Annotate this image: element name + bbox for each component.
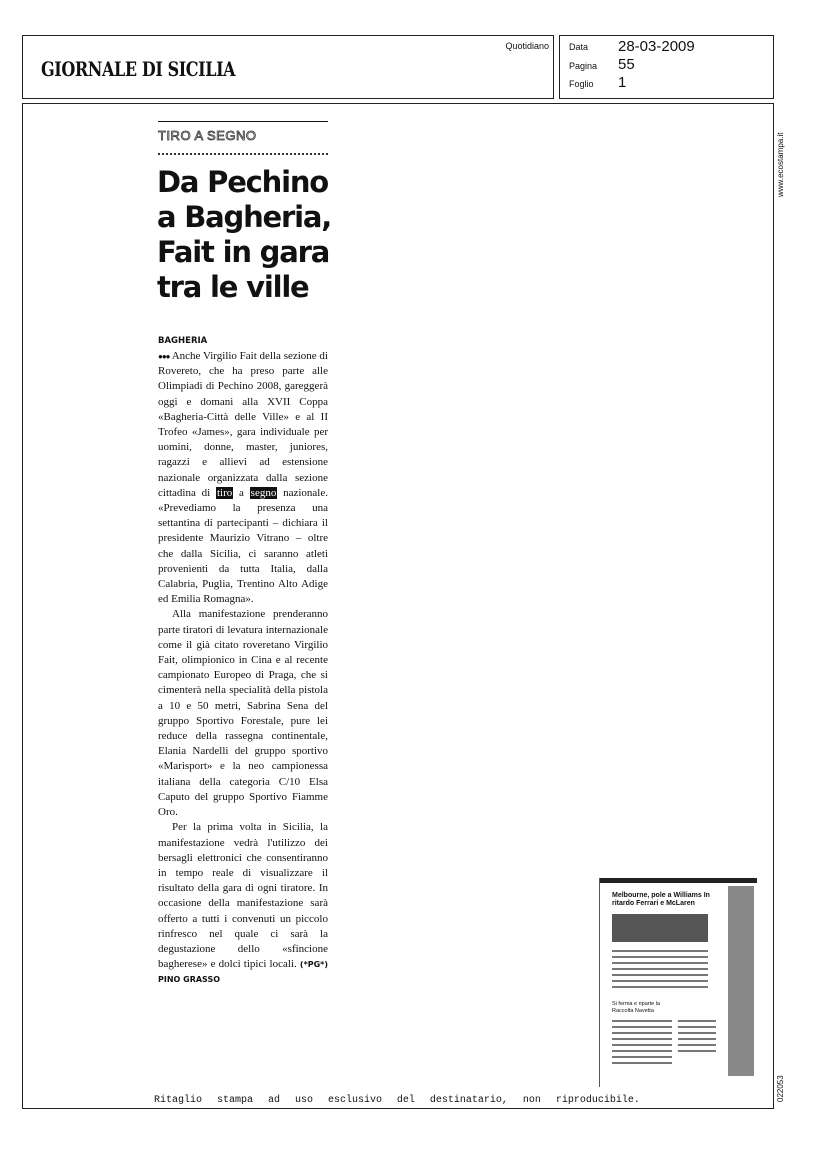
thumb-photo bbox=[612, 914, 708, 942]
footer-disclaimer: Ritaglio stampa ad uso esclusivo del destinatario, non riproducibile. bbox=[154, 1095, 640, 1106]
byline: (*PG*) PINO GRASSO bbox=[158, 960, 329, 985]
date-value: 28-03-2009 bbox=[618, 38, 695, 55]
masthead-box bbox=[22, 35, 554, 99]
metadata-box bbox=[559, 35, 774, 99]
bullets-icon: ●●● bbox=[158, 352, 170, 361]
paragraph-3: Per la prima volta in Sicilia, la manifestazione vedrà l'utilizzo dei bersagli elettronici che consentiranno in tempo reale di visualizzare il risultato della gara di ogni tiratore. In occasione della manifestazione sarà offerto a tutti i convenuti un piccolo rinfresco nel quale ci sarà la degustazione dello «sfincione bagherese» e dolci tipici locali. (*PG*) PINO GRASSO bbox=[158, 821, 329, 985]
headline-line: Da Pechino bbox=[157, 165, 329, 199]
side-code: 022053 bbox=[776, 1075, 785, 1102]
article-body bbox=[158, 349, 328, 988]
thumb-subtitle: Si ferma e riparte la Raccolta Navetta bbox=[612, 1001, 660, 1014]
side-url: www.ecostampa.it bbox=[776, 132, 785, 197]
page-value: 55 bbox=[618, 56, 635, 73]
thumb-title: Melbourne, pole a Williams In ritardo Ferrari e McLaren bbox=[612, 892, 710, 907]
headline-line: tra le ville bbox=[157, 270, 309, 304]
dateline: BAGHERIA bbox=[158, 336, 208, 346]
masthead-title: GIORNALE DI SICILIA bbox=[41, 57, 236, 81]
thumb-column bbox=[728, 886, 754, 1076]
headline-line: a Bagheria, bbox=[157, 200, 332, 234]
date-label: Data bbox=[569, 42, 589, 52]
thumb-top-bar bbox=[600, 878, 757, 883]
headline bbox=[157, 165, 337, 305]
paragraph-1: ●●● Anche Virgilio Fait della sezione di Rovereto, che ha preso parte alle Olimpiadi di Pechino 2008, gareggerà oggi e domani alla XVII Coppa «Bagheria-Città delle Ville» e al II Trofeo «James», gara individuale per uomini, donne, master, juniores, ragazzi e allievi ad estensione nazionale organizzata dalla sezione cittadina di tiro a segno nazionale. «Prevediamo la presenza una settantina di partecipanti – dichiara il presidente Maurizio Vitrano – oltre che dalla Sicilia, ci saranno atleti provenienti da tutta Italia, dalla Calabria, Puglia, Trentino Alto Adige ed Emilia Romagna». bbox=[158, 350, 328, 606]
highlight-tiro: tiro bbox=[216, 486, 233, 499]
publication-type: Quotidiano bbox=[505, 41, 549, 51]
top-rule bbox=[158, 121, 328, 122]
paragraph-2: Alla manifestazione prenderanno parte tiratori di levatura internazionale come il già citato roveretano Virgilio Fait, olimpionico in Cina e al recente campionato Europeo di Praga, che si cimenterà nella specialità della pistola a 10 e 50 metri, Sabrina Sena del gruppo Sportivo Forestale, pure lei reduce della rassegna continentale, Elania Nardelli del gruppo sportivo «Marisport» e la neo campionessa italiana della categoria C/10 Elsa Caputo del gruppo Sportivo Fiamme Oro. bbox=[158, 608, 328, 819]
highlight-segno: segno bbox=[250, 486, 277, 499]
page-thumbnail bbox=[599, 878, 757, 1087]
headline-line: Fait in gara bbox=[157, 235, 330, 269]
section-kicker: TIRO A SEGNO bbox=[158, 128, 257, 143]
sheet-value: 1 bbox=[618, 74, 627, 91]
page-label: Pagina bbox=[569, 61, 598, 71]
sheet-label: Foglio bbox=[569, 79, 594, 89]
dotted-rule bbox=[158, 153, 328, 155]
